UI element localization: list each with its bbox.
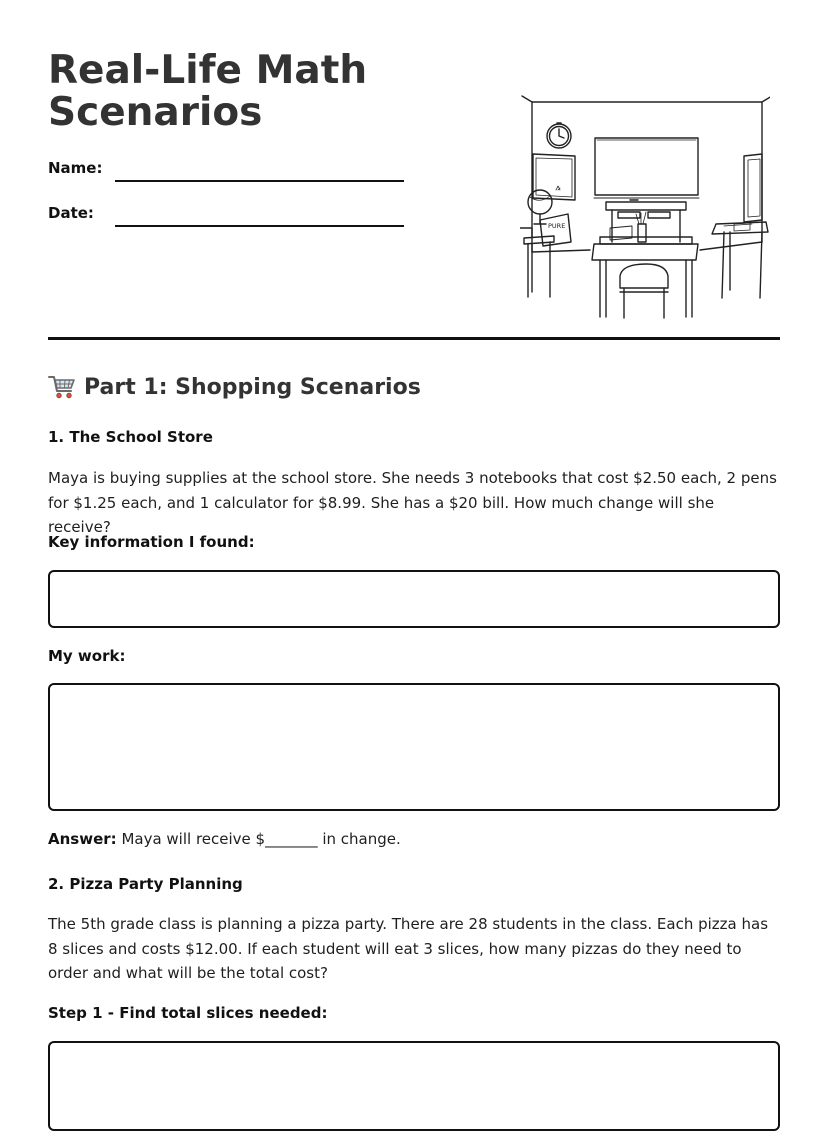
question-1-title: 1. The School Store [48, 428, 213, 446]
date-label: Date: [48, 204, 94, 222]
my-work-box[interactable] [48, 683, 780, 811]
step-1-label: Step 1 - Find total slices needed: [48, 1004, 328, 1022]
classroom-illustration [520, 92, 770, 320]
shopping-cart-icon [48, 374, 76, 400]
question-2-title: 2. Pizza Party Planning [48, 875, 243, 893]
my-work-label: My work: [48, 647, 126, 665]
section-title-text: Part 1: Shopping Scenarios [84, 374, 421, 400]
name-line[interactable] [115, 180, 404, 182]
header-divider [48, 337, 780, 340]
key-info-label: Key information I found: [48, 533, 255, 551]
title-line-2: Scenarios [48, 90, 263, 135]
page-title [48, 50, 468, 134]
title-line-1: Real-Life Math [48, 48, 368, 93]
key-info-box[interactable] [48, 570, 780, 628]
question-2-text: The 5th grade class is planning a pizza party. There are 28 students in the class. Each pizza has 8 slices and costs $12.00. If each student will eat 3 slices, how many pizzas do they need to order and what will be the total cost? [48, 915, 769, 982]
answer-label: Answer: [48, 830, 117, 848]
section-title-part-1 [48, 374, 421, 400]
sign-text: PURE [548, 222, 566, 230]
question-1-text: Maya is buying supplies at the school store. She needs 3 notebooks that cost $2.50 each, 2 pens for $1.25 each, and 1 calculator for $8.99. She has a $20 bill. How much change will she receive? [48, 469, 777, 536]
wall-clock-icon [547, 123, 571, 148]
answer-text: Maya will receive $_______ in change. [121, 830, 401, 848]
answer-line [48, 830, 401, 848]
date-line[interactable] [115, 225, 404, 227]
name-label: Name: [48, 159, 103, 177]
